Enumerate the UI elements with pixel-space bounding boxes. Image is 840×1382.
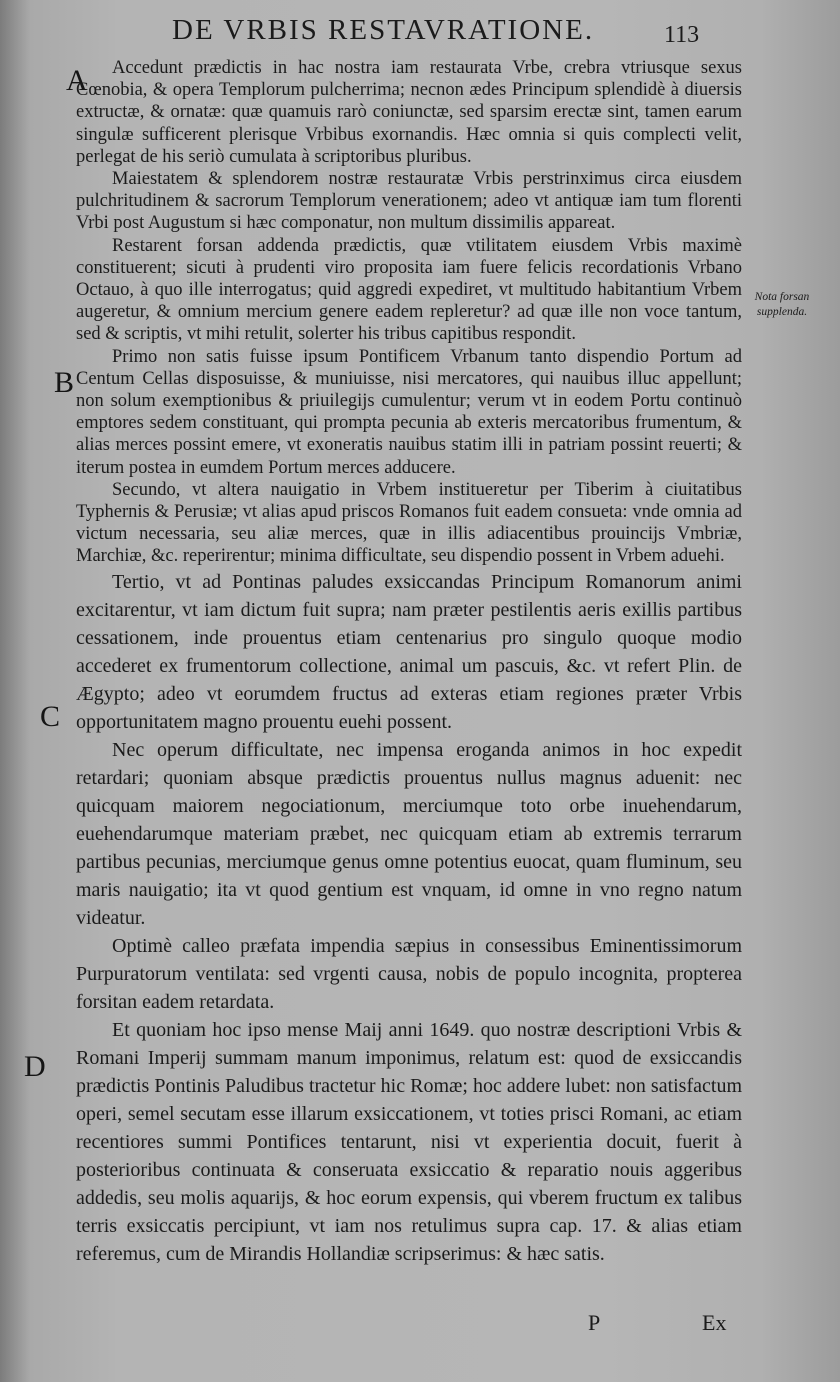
- margin-letter-b: B: [54, 366, 75, 399]
- paragraph-8: Optimè calleo præfata impendia sæpius in consessibus Eminentissimorum Purpuratorum ventilata: sed vrgenti causa, nobis de populo incognita, propterea forsitan eadem retardata.: [76, 934, 742, 1013]
- margin-note: Nota forsan supplenda.: [754, 291, 810, 318]
- paragraph-5: Secundo, vt altera nauigatio in Vrbem institueretur per Tiberim à ciuitatibus Typhernis & Perusiæ; vt alias apud priscos Romanos fuit eadem consueta: vnde omnia ad victum necessaria, seu aliæ merces, quæ in illis adiacentibus prouincijs Vmbriæ, Marchiæ, &c. reperirentur; minima difficultate, seu dispendio possent in Vrbem aduehi.: [76, 479, 742, 567]
- paragraph-4: Primo non satis fuisse ipsum Pontificem Vrbanum tanto dispendio Portum ad Centum Cellas disposuisse, & muniuisse, nisi mercatores, qui nauibus illuc appellunt; non solum exemptionibus & priuilegijs cumulentur; verum vt in eodem Portu continuò emptores sedem constituant, qui prompta pecunia ab exteris mercatoribus frumentum, & alias merces possint emere, vt exoneratis nauibus statim illi in patriam possint reuerti; & iterum postea in eumdem Portum merces adducere.: [76, 346, 742, 478]
- paragraph-1: Accedunt prædictis in hac nostra iam restaurata Vrbe, crebra vtriusque sexus Cœnobia, & opera Templorum pulcherrima; necnon ædes Principum splendidè à diuersis extructæ, & ornatæ: quæ quamuis rarò coniunctæ, sed sparsim erectæ sint, tamen earum singulæ sufficerent plerisque Vrbibus exornandis. Hæc omnia si quis complecti velit, perlegat de his seriò cumulata à scriptoribus pluribus.: [76, 58, 742, 167]
- margin-letter-d: D: [24, 1050, 46, 1083]
- paragraph-2: Maiestatem & splendorem nostræ restauratæ Vrbis perstrinximus circa eiusdem pulchritudinem & sacrorum Templorum venerationem; adeo vt antiquæ iam tum florenti Vrbi post Augustum si hæc componatur, non multum dissimilis appareat.: [76, 169, 742, 234]
- page-number: 113: [664, 22, 700, 48]
- signature-mark: P: [588, 1310, 601, 1335]
- paragraph-7: Nec operum difficultate, nec impensa eroganda animos in hoc expedit retardari; quoniam absque prædictis prouentus nullus magnus aduenit: nec quicquam maiorem negociationum, merciumque toto orbe inuehendarum, euehendarumque materiam præbet, nec quicquam etiam ab extremis terrarum partibus pecunias, merciumque genus omne potentius euocat, quam fluminum, seu maris nauigatio; ita vt quod gentium est vnquam, id omne in vno regno natum videatur.: [76, 738, 742, 929]
- paragraph-9: Et quoniam hoc ipso mense Maij anni 1649. quo nostræ descriptioni Vrbis & Romani Imperij summam manum imponimus, relatum est: quod de exsiccandis prædictis Pontinis Paludibus tractetur hic Romæ; hoc addere lubet: non satisfactum operi, semel secutam esse illarum exsiccationem, vt toties prisci Romani, ac etiam recentiores summi Pontifices tentarunt, nisi vt experientia docuit, fuerit à posterioribus continuata & conseruata exsiccatio & reparatio nouis aggeribus addedis, seu molis aquarijs, & hoc eorum expensis, qui vberem fructum ex talibus terris exsiccatis percipiunt, vt iam nos retulimus supra cap. 17. & alias etiam referemus, cum de Mirandis Hollandiæ scripserimus: & hæc satis.: [76, 1018, 742, 1265]
- paragraph-6: Tertio, vt ad Pontinas paludes exsiccandas Principum Romanorum animi excitarentur, vt iam dictum fuit supra; nam præter pestilentis aeris exillis partibus cessationem, inde prouentus etiam centenarius pro singulo quoque modio accederet ex frumentorum collectione, animal um pascuis, &c. vt refert Plin. de Ægypto; adeo vt eorumdem fructus ad exteras etiam regiones præter Vrbis opportunitatem magno prouentu euehi possent.: [76, 570, 742, 733]
- margin-letter-a: A: [66, 64, 88, 97]
- body-text: [76, 57, 742, 1268]
- margin-letter-c: C: [40, 700, 61, 733]
- paragraph-3: Restarent forsan addenda prædictis, quæ vtilitatem eiusdem Vrbis maximè constituerent; sicuti à prudenti viro proposita iam fuere felicis recordationis Vrbano Octauo, à quo ille interrogatus; quid aggredi expediret, vt multitudo habitantium Vrbem augeretur, & omnium mercium genere eadem repleretur? ad quæ ille non voce tantum, sed & scriptis, vt mihi retulit, solerter his tribus capitibus respondit.: [76, 235, 742, 345]
- catchword: Ex: [702, 1310, 727, 1335]
- running-title: DE VRBIS RESTAVRATIONE.: [172, 14, 595, 46]
